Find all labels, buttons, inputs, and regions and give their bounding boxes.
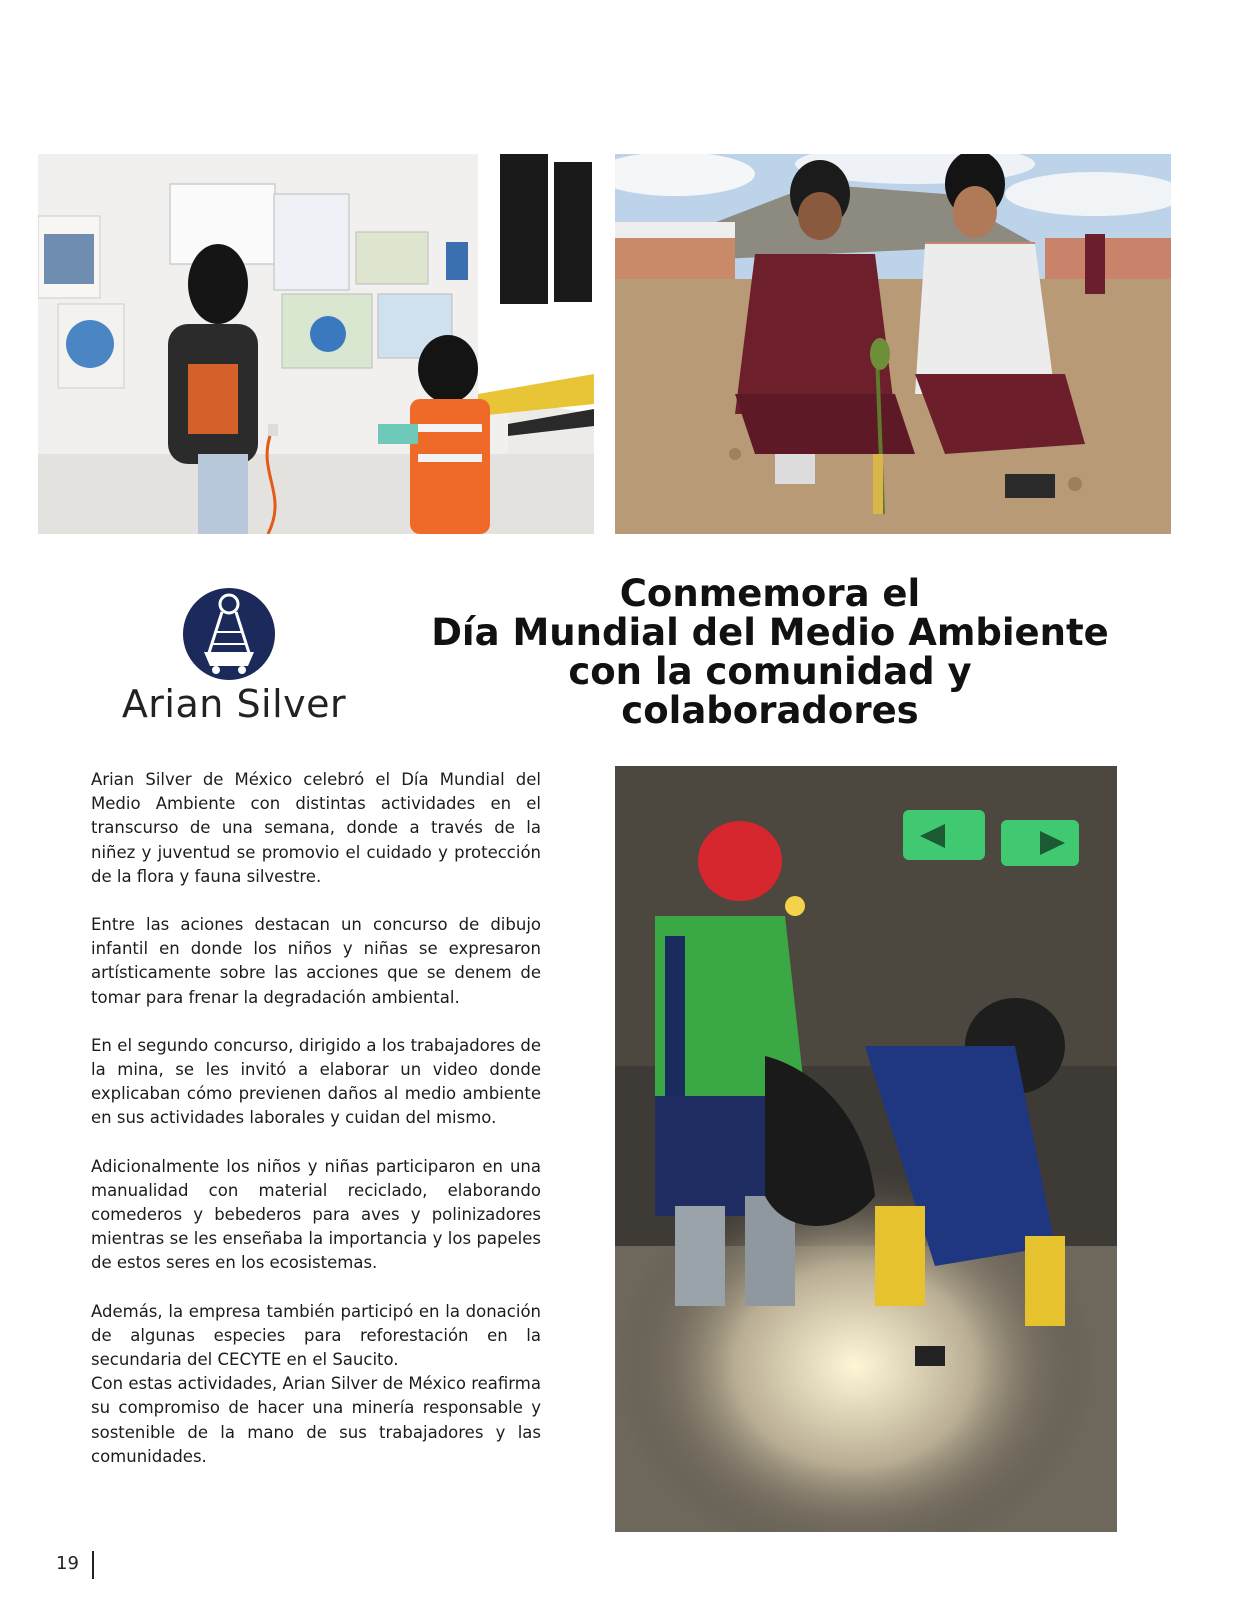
logo-wordmark: Arian Silver bbox=[121, 682, 347, 726]
title-line-4: colaboradores bbox=[621, 689, 919, 732]
article-paragraph: Entre las aciones destacan un concurso de dibujo infantil en donde los niños y niñas se expresaron artísticamente sobre las acciones que se denem de tomar para frenar la degradación ambiental. bbox=[91, 915, 541, 1007]
page-number: 19 bbox=[56, 1553, 79, 1574]
classroom-photo bbox=[38, 154, 594, 534]
arian-silver-logo bbox=[104, 586, 364, 734]
page-number-divider bbox=[92, 1551, 94, 1579]
mine-headframe-icon bbox=[104, 586, 364, 686]
title-line-3: con la comunidad y bbox=[568, 650, 972, 693]
title-line-2: Día Mundial del Medio Ambiente bbox=[431, 611, 1109, 654]
article-body bbox=[91, 768, 541, 1469]
mine-workers-photo bbox=[615, 766, 1117, 1532]
article-title bbox=[420, 574, 1120, 730]
article-paragraph: En el segundo concurso, dirigido a los trabajadores de la mina, se les invitó a elaborar un video donde explicaban cómo previenen daños al medio ambiente en sus actividades laborales y cuidan del mismo. bbox=[91, 1035, 541, 1128]
article-paragraph: Arian Silver de México celebró el Día Mundial del Medio Ambiente con distintas actividades en el transcurso de una semana, donde a través de la niñez y juventud se promovio el cuidado y protección de la flora y fauna silvestre. bbox=[91, 770, 541, 886]
article-paragraph: Con estas actividades, Arian Silver de México reafirma su compromiso de hacer una minería responsable y sostenible de la mano de sus trabajadores y las comunidades. bbox=[91, 1374, 541, 1466]
tree-planting-photo bbox=[615, 154, 1171, 534]
title-line-1: Conmemora el bbox=[619, 572, 921, 615]
article-paragraph: Además, la empresa también participó en la donación de algunas especies para reforestación en la secundaria del CECYTE en el Saucito. bbox=[91, 1301, 541, 1370]
article-paragraph: Adicionalmente los niños y niñas participaron en una manualidad con material reciclado, elaborando comederos y bebederos para aves y polinizadores mientras se les enseñaba la importancia y los papeles de estos seres en los ecosistemas. bbox=[91, 1156, 541, 1273]
